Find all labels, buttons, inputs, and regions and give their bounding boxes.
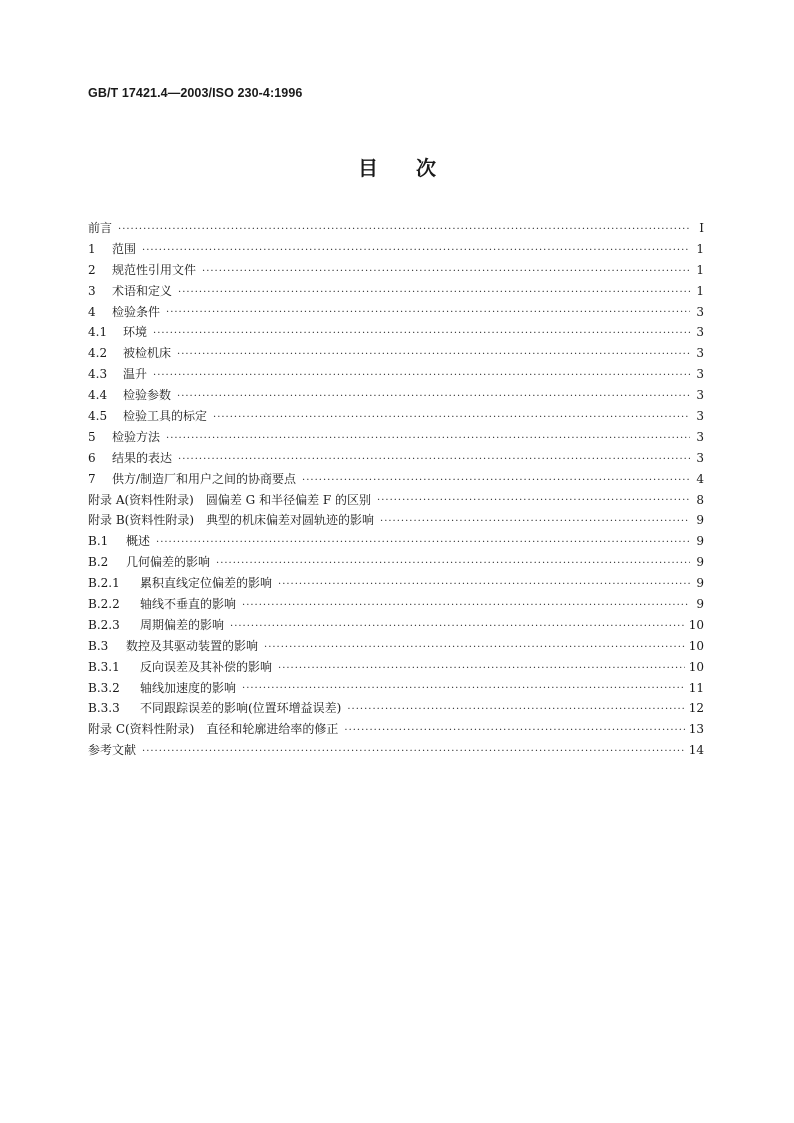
- toc-entry-title: 检验条件: [112, 304, 161, 319]
- toc-entry-number: B.3.2: [88, 680, 120, 695]
- toc-leader-dots: [202, 260, 690, 281]
- toc-leader-dots: [118, 218, 690, 239]
- toc-entry-number: B.1: [88, 534, 109, 549]
- toc-leader-dots: [344, 719, 684, 740]
- toc-leader-dots: [278, 657, 685, 678]
- toc-entry-number: 5: [88, 429, 96, 444]
- toc-entry-title: 不同跟踪误差的影响(位置环增益误差): [140, 701, 342, 716]
- toc-entry-page: 1: [696, 241, 704, 256]
- toc-entry-page: 3: [696, 325, 704, 340]
- toc-entry[interactable]: [88, 469, 704, 490]
- toc-entry-number: 4.4: [88, 388, 108, 403]
- toc-leader-dots: [142, 239, 690, 260]
- toc-entry-number: 4.5: [88, 409, 108, 423]
- toc-entry-page: 11: [688, 680, 704, 695]
- toc-entry-page: 8: [696, 492, 704, 507]
- toc-entry[interactable]: [88, 510, 704, 531]
- toc-leader-dots: [278, 573, 690, 594]
- toc-entry-page: I: [699, 220, 704, 235]
- toc-entry-page: 13: [688, 722, 704, 737]
- toc-entry[interactable]: [88, 302, 704, 323]
- toc-entry-title: 检验工具的标定: [123, 409, 208, 423]
- toc-entry-number: 附录 C(资料性附录): [88, 722, 195, 737]
- toc-entry-page: 14: [688, 743, 704, 758]
- toc-entry-title: 轴线不垂直的影响: [140, 597, 237, 612]
- toc-entry-title: 规范性引用文件: [112, 262, 197, 277]
- toc-leader-dots: [178, 281, 690, 302]
- toc-entry[interactable]: [88, 531, 704, 552]
- toc-entry-page: 9: [696, 576, 704, 591]
- table-of-contents: [88, 218, 704, 761]
- toc-entry-number: 3: [88, 283, 96, 298]
- toc-entry-page: 3: [696, 388, 704, 403]
- toc-entry-number: B.2: [88, 555, 109, 570]
- toc-leader-dots: [302, 469, 690, 490]
- toc-entry-title: 范围: [112, 241, 137, 256]
- toc-entry-number: 6: [88, 450, 96, 465]
- toc-entry-page: 9: [696, 597, 704, 612]
- toc-title-part1: 目: [358, 156, 378, 180]
- toc-entry-title: 被检机床: [123, 346, 172, 361]
- toc-leader-dots: [153, 322, 690, 343]
- toc-entry[interactable]: [88, 594, 704, 615]
- toc-entry-number: B.3.3: [88, 701, 120, 716]
- toc-leader-dots: [166, 302, 690, 323]
- toc-entry-page: 9: [696, 534, 704, 549]
- toc-leader-dots: [156, 531, 690, 552]
- toc-entry-page: 10: [688, 659, 704, 674]
- toc-entry-number: 附录 B(资料性附录): [88, 513, 194, 528]
- toc-entry[interactable]: [88, 427, 704, 448]
- toc-leader-dots: [380, 510, 690, 531]
- toc-leader-dots: [242, 678, 685, 699]
- toc-entry-number: B.2.1: [88, 576, 120, 591]
- toc-entry[interactable]: [88, 490, 704, 511]
- toc-leader-dots: [166, 427, 690, 448]
- toc-title-part2: 次: [416, 156, 436, 180]
- toc-leader-dots: [177, 385, 690, 406]
- toc-entry[interactable]: [88, 343, 704, 364]
- toc-entry-title: 术语和定义: [112, 283, 173, 298]
- toc-leader-dots: [230, 615, 685, 636]
- toc-entry-page: 9: [696, 513, 704, 528]
- toc-entry-title: 检验方法: [112, 429, 161, 444]
- toc-entry-page: 3: [696, 367, 704, 382]
- toc-entry[interactable]: [88, 239, 704, 260]
- toc-entry-number: 7: [88, 471, 96, 486]
- toc-title: [0, 152, 794, 181]
- toc-entry-page: 3: [696, 304, 704, 319]
- toc-entry-title: 累积直线定位偏差的影响: [140, 576, 273, 591]
- toc-entry-number: B.2.2: [88, 597, 120, 612]
- toc-entry[interactable]: [88, 573, 704, 594]
- document-standard-code: GB/T 17421.4—2003/ISO 230-4:1996: [88, 86, 303, 100]
- toc-entry-page: 12: [688, 701, 704, 716]
- toc-entry-number: 2: [88, 262, 96, 277]
- toc-entry[interactable]: [88, 698, 704, 719]
- toc-entry-page: 4: [696, 471, 704, 486]
- toc-entry-page: 3: [696, 409, 704, 423]
- toc-entry[interactable]: [88, 406, 704, 427]
- toc-entry[interactable]: [88, 740, 704, 761]
- toc-entry[interactable]: [88, 364, 704, 385]
- toc-entry[interactable]: [88, 281, 704, 302]
- toc-entry[interactable]: [88, 678, 704, 699]
- toc-entry[interactable]: [88, 636, 704, 657]
- toc-entry[interactable]: [88, 615, 704, 636]
- toc-entry[interactable]: [88, 218, 704, 239]
- toc-entry-title: 轴线加速度的影响: [140, 680, 237, 695]
- toc-entry-title: 反向误差及其补偿的影响: [140, 659, 273, 674]
- toc-leader-dots: [347, 698, 684, 719]
- toc-entry-number: 4.3: [88, 367, 108, 382]
- toc-leader-dots: [377, 490, 690, 511]
- toc-entry-page: 10: [688, 638, 704, 653]
- toc-entry-page: 3: [696, 346, 704, 361]
- toc-entry-page: 1: [696, 262, 704, 277]
- toc-entry[interactable]: [88, 448, 704, 469]
- toc-entry-number: B.2.3: [88, 617, 120, 632]
- toc-leader-dots: [153, 364, 690, 385]
- toc-entry-title: 直径和轮廓进给率的修正: [206, 722, 339, 737]
- toc-entry-number: 4: [88, 304, 96, 319]
- toc-entry-title: 供方/制造厂和用户之间的协商要点: [112, 471, 297, 486]
- toc-entry-title: 典型的机床偏差对圆轨迹的影响: [206, 513, 375, 528]
- toc-entry-title: 概述: [126, 534, 151, 549]
- toc-leader-dots: [177, 343, 690, 364]
- toc-entry-number: 1: [88, 241, 96, 256]
- toc-entry-page: 9: [696, 555, 704, 570]
- toc-entry[interactable]: [88, 552, 704, 573]
- toc-entry-page: 3: [696, 450, 704, 465]
- toc-entry-page: 1: [696, 283, 704, 298]
- toc-entry[interactable]: [88, 260, 704, 281]
- toc-entry-title: 结果的表达: [112, 450, 173, 465]
- toc-entry-title: 几何偏差的影响: [126, 555, 211, 570]
- toc-leader-dots: [216, 552, 690, 573]
- toc-entry-title: 周期偏差的影响: [140, 617, 225, 632]
- toc-entry-page: 3: [696, 429, 704, 444]
- toc-entry-number: B.3: [88, 638, 109, 653]
- toc-entry-title: 数控及其驱动装置的影响: [126, 638, 259, 653]
- toc-leader-dots: [213, 406, 690, 427]
- toc-entry[interactable]: [88, 719, 704, 740]
- toc-entry[interactable]: [88, 657, 704, 678]
- toc-entry-title: 参考文献: [88, 743, 137, 758]
- toc-entry-title: 前言: [88, 220, 113, 235]
- toc-entry[interactable]: [88, 322, 704, 343]
- toc-entry-page: 10: [688, 617, 704, 632]
- toc-leader-dots: [264, 636, 685, 657]
- toc-entry-number: 4.2: [88, 346, 108, 361]
- toc-entry[interactable]: [88, 385, 704, 406]
- toc-leader-dots: [242, 594, 690, 615]
- toc-entry-number: 附录 A(资料性附录): [88, 492, 194, 507]
- toc-entry-title: 环境: [123, 325, 148, 340]
- toc-entry-title: 检验参数: [123, 388, 172, 403]
- toc-entry-title: 圆偏差 G 和半径偏差 F 的区别: [205, 492, 372, 507]
- toc-entry-number: B.3.1: [88, 659, 120, 674]
- toc-leader-dots: [178, 448, 690, 469]
- toc-entry-number: 4.1: [88, 325, 108, 340]
- toc-leader-dots: [142, 740, 685, 761]
- toc-entry-title: 温升: [123, 367, 148, 382]
